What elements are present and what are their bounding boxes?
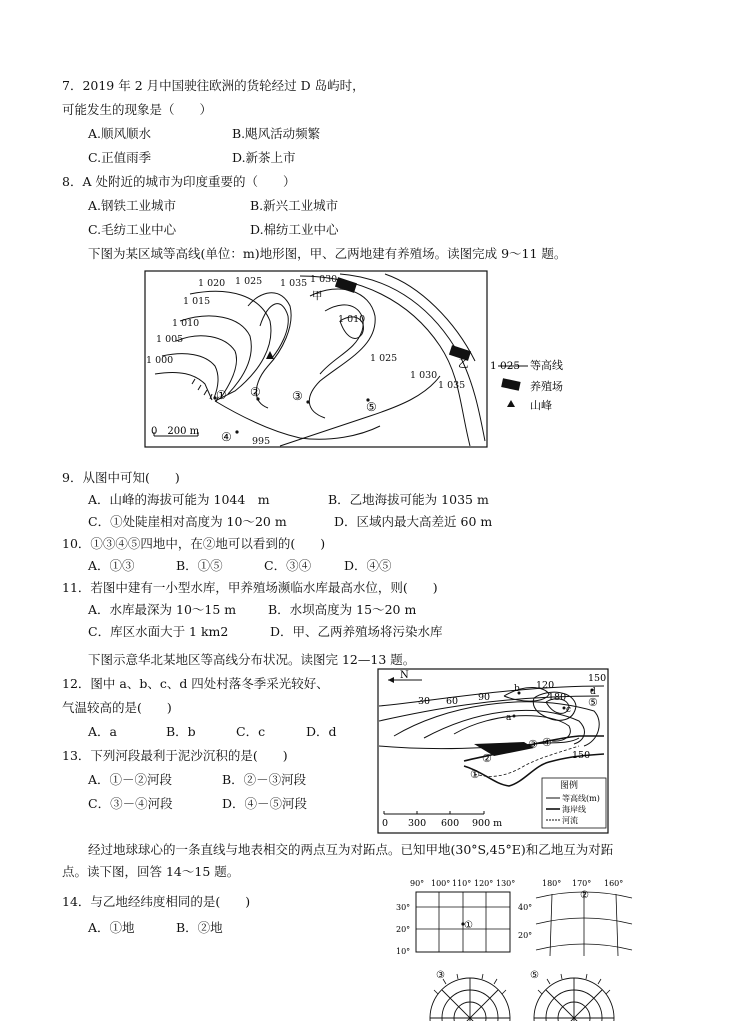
q10-option-d[interactable]: D．④⑤ — [344, 558, 392, 573]
svg-text:c: c — [566, 705, 572, 715]
svg-text:山峰: 山峰 — [530, 399, 552, 412]
svg-text:90: 90 — [478, 692, 491, 703]
svg-text:②: ② — [250, 385, 261, 399]
scale-bar-1 — [151, 426, 200, 437]
legend-peak-icon — [507, 400, 515, 407]
q9-option-b[interactable]: B．乙地海拔可能为 1035 m — [328, 492, 489, 507]
svg-text:150: 150 — [588, 673, 607, 684]
svg-text:1 030: 1 030 — [310, 274, 338, 285]
polar-label-5: ⑤ — [530, 970, 539, 981]
svg-text:30°: 30° — [396, 903, 411, 912]
svg-text:①: ① — [470, 768, 480, 781]
svg-text:1 035: 1 035 — [280, 278, 308, 289]
svg-text:图例: 图例 — [560, 781, 579, 791]
intro-12-13: 下图示意华北某地区等高线分布状况。读图完 12—13 题。 — [88, 652, 416, 667]
svg-text:90°: 90° — [410, 879, 425, 888]
svg-text:120: 120 — [536, 680, 555, 691]
intro-9-11: 下图为某区域等高线(单位：m)地形图，甲、乙两地建有养殖场。读图完成 9～11 题。 — [88, 246, 567, 261]
svg-text:②: ② — [580, 890, 589, 901]
svg-text:120°: 120° — [474, 879, 494, 888]
svg-text:1 010: 1 010 — [338, 314, 366, 325]
scale-bar-2 — [382, 811, 502, 829]
svg-text:海岸线: 海岸线 — [562, 805, 586, 814]
farm-jia-icon — [335, 277, 357, 293]
svg-text:40°: 40° — [518, 903, 533, 912]
q10-option-b[interactable]: B．①⑤ — [176, 558, 223, 573]
svg-text:600: 600 — [441, 818, 460, 829]
q8-option-a[interactable]: A.钢铁工业城市 — [88, 198, 177, 213]
q11-option-b[interactable]: B．水坝高度为 15～20 m — [268, 602, 417, 617]
q8-stem: 8．A 处附近的城市为印度重要的（ ） — [62, 174, 296, 189]
svg-text:1 005: 1 005 — [156, 334, 184, 345]
q12-stem-line2: 气温较高的是( ) — [62, 700, 172, 715]
svg-text:60: 60 — [446, 696, 459, 707]
q7-option-d[interactable]: D.新茶上市 — [232, 150, 296, 165]
q7-option-a[interactable]: A.顺风顺水 — [88, 126, 152, 141]
svg-text:995: 995 — [252, 436, 271, 447]
map2-legend — [542, 778, 606, 828]
svg-text:N: N — [400, 670, 409, 681]
peak-icon — [266, 351, 274, 359]
svg-text:河流: 河流 — [562, 816, 578, 825]
svg-text:1 035: 1 035 — [438, 380, 466, 391]
contour-lines-2 — [379, 686, 604, 749]
svg-text:150: 150 — [572, 750, 591, 761]
q8-option-b[interactable]: B.新兴工业城市 — [250, 198, 339, 213]
svg-text:③: ③ — [292, 389, 303, 403]
svg-text:等高线: 等高线 — [530, 359, 563, 372]
q8-option-c[interactable]: C.毛纺工业中心 — [88, 222, 177, 237]
q12-option-d[interactable]: D．d — [306, 724, 337, 739]
q13-option-b[interactable]: B．②－③河段 — [222, 772, 307, 787]
svg-text:1 020: 1 020 — [198, 278, 226, 289]
svg-text:160°: 160° — [604, 879, 624, 888]
svg-text:养殖场: 养殖场 — [530, 380, 563, 393]
q9-option-c[interactable]: C．①处陡崖相对高度为 10～20 m — [88, 514, 287, 529]
contour-map-2 — [374, 666, 614, 836]
q10-option-a[interactable]: A．①③ — [88, 558, 135, 573]
svg-text:1 025: 1 025 — [370, 353, 398, 364]
svg-text:180°: 180° — [542, 879, 562, 888]
polar-projections — [424, 966, 630, 1021]
place-yi: 乙 — [458, 358, 469, 370]
legend-farm-icon — [501, 378, 520, 391]
svg-text:①: ① — [464, 920, 473, 931]
q11-option-c[interactable]: C．库区水面大于 1 km2 — [88, 624, 229, 639]
q12-option-a[interactable]: A．a — [88, 724, 117, 739]
q14-stem: 14．与乙地经纬度相同的是( ) — [62, 894, 251, 909]
q13-option-c[interactable]: C．③－④河段 — [88, 796, 173, 811]
svg-text:30: 30 — [418, 696, 431, 707]
graticule-2 — [516, 876, 638, 960]
svg-text:④: ④ — [221, 430, 232, 444]
q11-stem: 11．若图中建有一小型水库，甲养殖场濒临水库最高水位，则( ) — [62, 580, 438, 595]
q9-option-a[interactable]: A．山峰的海拔可能为 1044 m — [88, 492, 270, 507]
q13-option-d[interactable]: D．④－⑤河段 — [222, 796, 308, 811]
svg-text:300: 300 — [408, 818, 427, 829]
svg-text:1 025: 1 025 — [490, 360, 521, 372]
intro-14-15-line2: 点。读下图，回答 14～15 题。 — [62, 864, 240, 879]
q9-stem: 9．从图中可知( ) — [62, 470, 180, 485]
map1-legend — [490, 358, 563, 412]
q11-option-d[interactable]: D．甲、乙两养殖场将污染水库 — [270, 624, 443, 639]
svg-text:①: ① — [216, 388, 227, 402]
q7-stem-line2: 可能发生的现象是（ ） — [62, 102, 213, 117]
graticule-1 — [388, 876, 518, 956]
svg-text:⑤: ⑤ — [366, 400, 377, 414]
q9-option-d[interactable]: D．区域内最大高差近 60 m — [334, 514, 493, 529]
q7-option-b[interactable]: B.飓风活动频繁 — [232, 126, 321, 141]
svg-text:⑤: ⑤ — [588, 696, 598, 709]
svg-text:20°: 20° — [396, 925, 411, 934]
svg-text:0 200 m: 0 200 m — [151, 426, 200, 437]
q14-option-b[interactable]: B．②地 — [176, 920, 223, 935]
q10-stem: 10．①③④⑤四地中，在②地可以看到的( ) — [62, 536, 326, 551]
svg-text:110°: 110° — [452, 879, 472, 888]
svg-text:130°: 130° — [496, 879, 516, 888]
place-jia: 甲 — [312, 290, 323, 302]
svg-text:10°: 10° — [396, 947, 411, 956]
contour-map-1 — [140, 266, 580, 452]
intro-14-15-line1: 经过地球球心的一条直线与地表相交的两点互为对跖点。已知甲地(30°S,45°E)和乙地互为对跖 — [88, 842, 614, 857]
q12-stem-line1: 12．图中 a、b、c、d 四处村落冬季采光较好、 — [62, 676, 329, 691]
svg-text:20°: 20° — [518, 931, 533, 940]
svg-text:1 015: 1 015 — [183, 296, 211, 307]
svg-text:1 025: 1 025 — [235, 276, 263, 287]
svg-text:100°: 100° — [431, 879, 451, 888]
north-arrow — [388, 670, 422, 683]
svg-text:④: ④ — [542, 736, 552, 749]
svg-text:180: 180 — [548, 692, 567, 703]
svg-text:1 000: 1 000 — [146, 355, 174, 366]
q13-stem: 13．下列河段最利于泥沙沉积的是( ) — [62, 748, 288, 763]
q12-option-c[interactable]: C．c — [236, 724, 266, 739]
q10-option-c[interactable]: C．③④ — [264, 558, 312, 573]
svg-text:a: a — [506, 713, 512, 723]
q7-option-c[interactable]: C.正值雨季 — [88, 150, 152, 165]
q8-option-d[interactable]: D.棉纺工业中心 — [250, 222, 339, 237]
q11-option-a[interactable]: A．水库最深为 10～15 m — [88, 602, 237, 617]
svg-text:170°: 170° — [572, 879, 592, 888]
q7-stem-line1: 7．2019 年 2 月中国驶往欧洲的货轮经过 D 岛屿时， — [62, 78, 365, 93]
svg-text:等高线(m): 等高线(m) — [562, 794, 600, 803]
svg-text:900 m: 900 m — [472, 818, 503, 829]
svg-text:1 010: 1 010 — [172, 318, 200, 329]
q13-option-a[interactable]: A．①－②河段 — [88, 772, 173, 787]
polar-label-3: ③ — [436, 970, 445, 981]
q14-option-a[interactable]: A．①地 — [88, 920, 135, 935]
svg-text:1 030: 1 030 — [410, 370, 438, 381]
q12-option-b[interactable]: B．b — [166, 724, 196, 739]
svg-text:b: b — [514, 684, 520, 694]
contour-labels-1 — [146, 274, 465, 447]
svg-text:d: d — [590, 687, 596, 697]
svg-text:②: ② — [482, 752, 492, 765]
svg-text:③: ③ — [528, 738, 538, 751]
svg-text:0: 0 — [382, 818, 389, 829]
